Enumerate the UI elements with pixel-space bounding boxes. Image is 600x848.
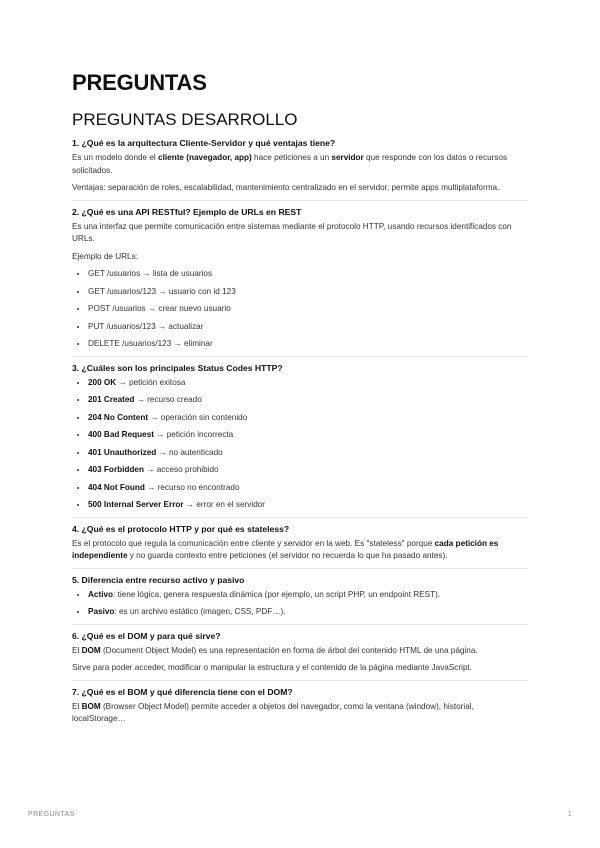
question-3: 3. ¿Cuáles son los principales Status Codes HTTP? xyxy=(72,362,283,373)
document-page xyxy=(72,70,528,731)
question-2: 2. ¿Qué es una API RESTful? Ejemplo de URLs en REST xyxy=(72,206,302,217)
question-5: 5. Diferencia entre recurso activo y pasivo xyxy=(72,574,245,585)
divider xyxy=(72,624,528,625)
list-item: • 401 Unauthorized → no autenticado xyxy=(88,447,528,459)
list-item: • 200 OK → petición exitosa xyxy=(88,377,528,389)
question-4: 4. ¿Qué es el protocolo HTTP y por qué es stateless? xyxy=(72,523,290,534)
answer-1-paragraph-2: Ventajas: separación de roles, escalabilidad, mantenimiento centralizado en el servidor, permite apps multiplataforma. xyxy=(72,183,500,192)
divider xyxy=(72,680,528,681)
status-codes-list xyxy=(72,377,528,512)
list-item: • 204 No Content → operación sin contenido xyxy=(88,412,528,424)
divider xyxy=(72,568,528,569)
question-6: 6. ¿Qué es el DOM y para qué sirve? xyxy=(72,630,221,641)
answer-2-paragraph-1: Es una interfaz que permite comunicación entre sistemas mediante el protocolo HTTP, usando recursos identificados con URLs. xyxy=(72,221,512,243)
answer-7-paragraph-1: El BOM (Browser Object Model) permite acceder a objetos del navegador, como la ventana (window), historial, localStorage… xyxy=(72,701,474,723)
list-item: • Pasivo: es un archivo estático (imagen, CSS, PDF…). xyxy=(88,606,528,618)
list-item: • 201 Created → recurso creado xyxy=(88,394,528,406)
list-item: • DELETE /usuarios/123 → eliminar xyxy=(88,338,528,350)
page-number: 1 xyxy=(567,811,572,818)
list-item: • GET /usuarios/123 → usuario con id 123 xyxy=(88,286,528,298)
list-item: • 500 Internal Server Error → error en el servidor xyxy=(88,499,528,511)
resource-types-list xyxy=(72,589,528,619)
divider xyxy=(72,517,528,518)
list-item: • POST /usuarios → crear nuevo usuario xyxy=(88,303,528,315)
answer-4-paragraph-1: Es el protocolo que regula la comunicación entre cliente y servidor en la web. Es "stateless" porque cada petición es independiente y no guarda contexto entre peticiones (el servidor no recuerda lo que ha pasado antes). xyxy=(72,538,499,560)
url-examples-list xyxy=(72,268,528,350)
list-item: • GET /usuarios → lista de usuarios xyxy=(88,268,528,280)
list-item: • 400 Bad Request → petición incorrecta xyxy=(88,429,528,441)
divider xyxy=(72,356,528,357)
answer-2-paragraph-2: Ejemplo de URLs: xyxy=(72,251,138,261)
question-7: 7. ¿Qué es el BOM y qué diferencia tiene con el DOM? xyxy=(72,686,293,697)
answer-1-paragraph-1: Es un modelo donde el cliente (navegador, app) hace peticiones a un servidor que responde con los datos o recursos solicitados. xyxy=(72,153,508,175)
list-item: • 404 Not Found → recurso no encontrado xyxy=(88,482,528,494)
section-title: PREGUNTAS DESARROLLO xyxy=(72,110,298,129)
page-footer xyxy=(28,811,572,818)
question-1: 1. ¿Qué es la arquitectura Cliente-Servidor y qué ventajas tiene? xyxy=(72,138,336,148)
footer-label: PREGUNTAS xyxy=(28,811,75,818)
answer-6-paragraph-1: El DOM (Document Object Model) es una representación en forma de árbol del contenido HTML de una página. xyxy=(72,645,478,655)
list-item: • Activo: tiene lógica, genera respuesta dinámica (por ejemplo, un script PHP, un endpoint REST). xyxy=(88,589,528,601)
divider xyxy=(72,200,528,201)
page-title: PREGUNTAS xyxy=(72,70,207,95)
answer-6-paragraph-2: Sirve para poder acceder, modificar o manipular la estructura y el contenido de la página mediante JavaScript. xyxy=(72,663,473,672)
list-item: • PUT /usuarios/123 → actualizar xyxy=(88,321,528,333)
list-item: • 403 Forbidden → acceso prohibido xyxy=(88,464,528,476)
